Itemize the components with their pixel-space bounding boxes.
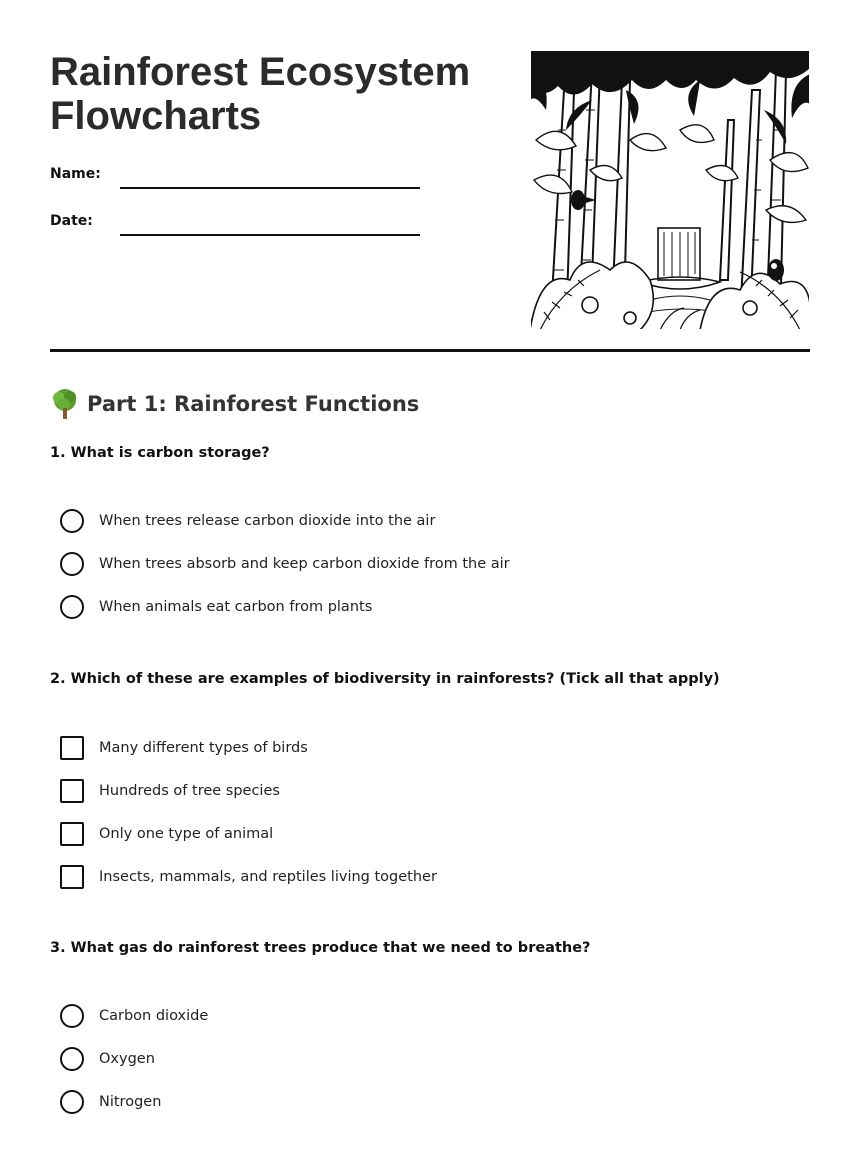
option-label: Hundreds of tree species xyxy=(99,783,280,799)
option-label: Insects, mammals, and reptiles living together xyxy=(99,869,437,885)
q3-option-3[interactable] xyxy=(60,1090,161,1114)
option-label: When trees release carbon dioxide into the air xyxy=(99,513,436,529)
radio-button[interactable] xyxy=(60,1004,84,1028)
checkbox[interactable] xyxy=(60,865,84,889)
question-3: 3. What gas do rainforest trees produce that we need to breathe? xyxy=(50,940,591,956)
q2-option-2[interactable] xyxy=(60,779,280,803)
tree-icon xyxy=(50,388,80,420)
radio-button[interactable] xyxy=(60,1090,84,1114)
name-field-line[interactable] xyxy=(120,187,420,189)
question-1: 1. What is carbon storage? xyxy=(50,445,270,461)
option-label: Many different types of birds xyxy=(99,740,308,756)
radio-button[interactable] xyxy=(60,1047,84,1071)
checkbox[interactable] xyxy=(60,779,84,803)
q1-option-1[interactable] xyxy=(60,509,435,533)
radio-button[interactable] xyxy=(60,595,84,619)
q2-option-1[interactable] xyxy=(60,736,308,760)
radio-button[interactable] xyxy=(60,552,84,576)
option-label: Only one type of animal xyxy=(99,826,274,842)
option-label: When trees absorb and keep carbon dioxide from the air xyxy=(99,556,510,572)
option-label: Nitrogen xyxy=(99,1094,162,1110)
q2-option-4[interactable] xyxy=(60,865,437,889)
q3-option-2[interactable] xyxy=(60,1047,155,1071)
option-label: Carbon dioxide xyxy=(99,1008,209,1024)
section-heading-text: Part 1: Rainforest Functions xyxy=(87,392,420,416)
option-label: When animals eat carbon from plants xyxy=(99,599,373,615)
option-label: Oxygen xyxy=(99,1051,155,1067)
date-field-line[interactable] xyxy=(120,234,420,236)
radio-button[interactable] xyxy=(60,509,84,533)
date-label: Date: xyxy=(50,213,93,229)
q2-option-3[interactable] xyxy=(60,822,273,846)
checkbox[interactable] xyxy=(60,736,84,760)
section-heading xyxy=(50,388,419,420)
q1-option-2[interactable] xyxy=(60,552,510,576)
question-2: 2. Which of these are examples of biodiversity in rainforests? (Tick all that apply) xyxy=(50,671,720,687)
header-divider xyxy=(50,349,810,352)
rainforest-illustration xyxy=(530,50,810,330)
name-label: Name: xyxy=(50,166,101,182)
q3-option-1[interactable] xyxy=(60,1004,208,1028)
worksheet-title: Rainforest Ecosystem Flowcharts xyxy=(50,50,471,138)
checkbox[interactable] xyxy=(60,822,84,846)
q1-option-3[interactable] xyxy=(60,595,372,619)
